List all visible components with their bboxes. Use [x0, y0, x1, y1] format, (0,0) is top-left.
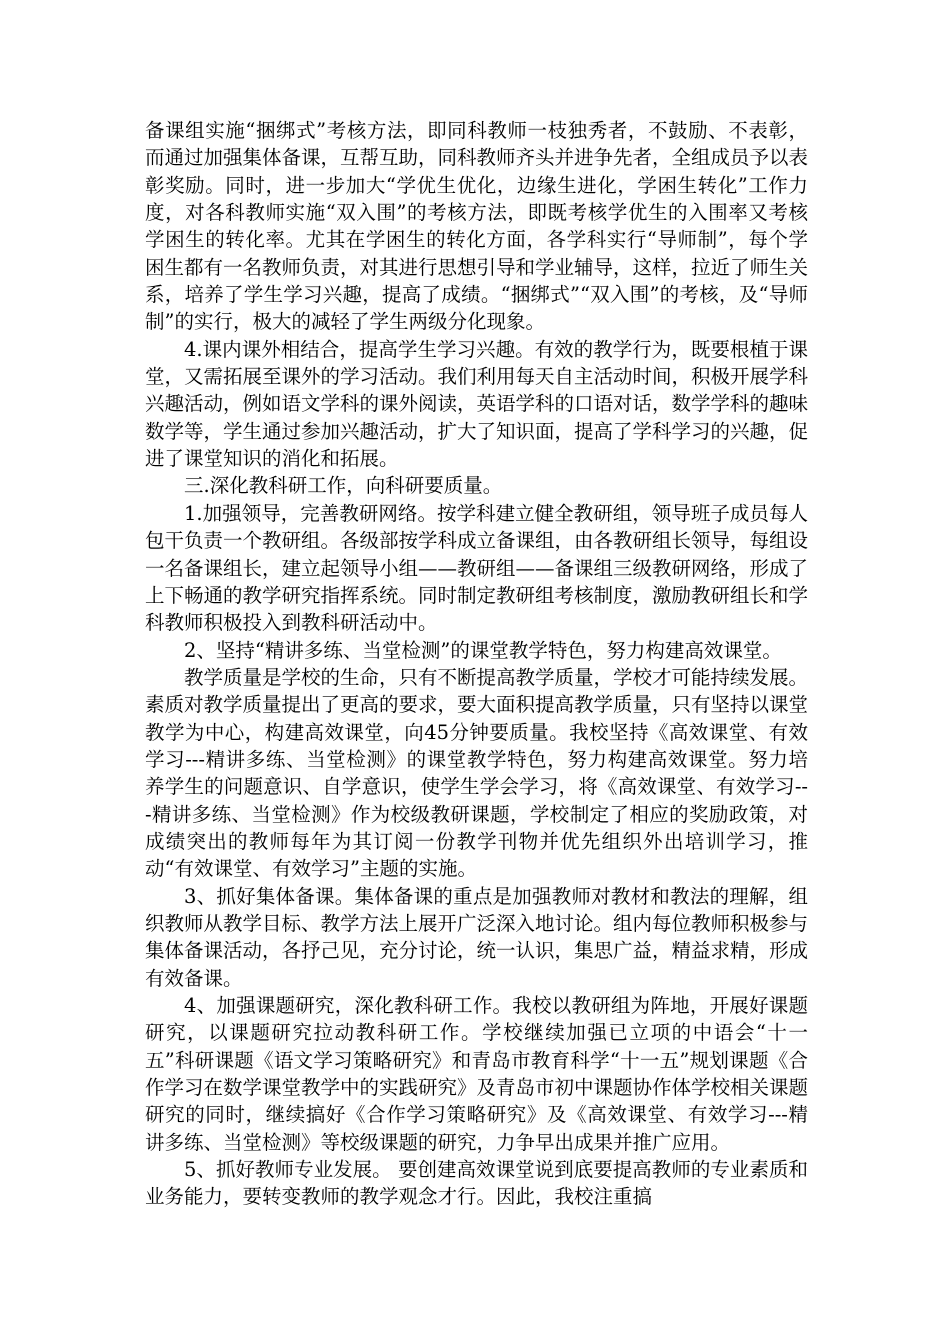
document-body — [145, 117, 808, 1211]
section-heading-3: 三.深化教科研工作，向科研要质量。 — [184, 474, 503, 498]
paragraph-item-2: 2、坚持“精讲多练、当堂检测”的课堂教学特色，努力构建高效课堂。 — [184, 638, 782, 662]
paragraph-item-3: 3、抓好集体备课。集体备课的重点是加强教师对教材和教法的理解，组织教师从教学目标、教学方法上展开广泛深入地讨论。组内每位教师积极参与集体备课活动，各抒己见，充分讨论，统一认识，集思广益，精益求精，形成有效备课。 — [145, 884, 809, 990]
paragraph-item-4: 4、加强课题研究，深化教科研工作。我校以教研组为阵地，开展好课题研究，以课题研究拉动教科研工作。学校继续加强已立项的中语会“十一五”科研课题《语文学习策略研究》和青岛市教育科学“十一五”规划课题《合作学习在数学课堂教学中的实践研究》及青岛市初中课题协作体学校相关课题研究的同时，继续搞好《合作学习策略研究》及《高效课堂、有效学习---精讲多练、当堂检测》等校级课题的研究，力争早出成果并推广应用。 — [145, 994, 809, 1154]
paragraph-item-2-body: 教学质量是学校的生命，只有不断提高教学质量，学校才可能持续发展。素质对教学质量提出了更高的要求，要大面积提高教学质量，只有坚持以课堂教学为中心，构建高效课堂，向45分钟要质量。我校坚持《高效课堂、有效学习---精讲多练、当堂检测》的课堂教学特色，努力构建高效课堂。努力培养学生的问题意识、自学意识，使学生学会学习，将《高效课堂、有效学习---精讲多练、当堂检测》作为校级教研课题，学校制定了相应的奖励政策，对成绩突出的教师每年为其订阅一份教学刊物并优先组织外出培训学习，推动“有效课堂、有效学习”主题的实施。 — [145, 665, 809, 881]
paragraph-section-4: 4.课内课外相结合，提高学生学习兴趣。有效的教学行为，既要根植于课堂，又需拓展至课外的学习活动。我们利用每天自主活动时间，积极开展学科兴趣活动，例如语文学科的课外阅读，英语学科的口语对话，数学学科的趣味数学等，学生通过参加兴趣活动，扩大了知识面，提高了学科学习的兴趣，促进了课堂知识的消化和拓展。 — [145, 337, 809, 471]
paragraph-continuation: 备课组实施“捆绑式”考核方法，即同科教师一枝独秀者，不鼓励、不表彰，而通过加强集体备课，互帮互助，同科教师齐头并进争先者，全组成员予以表彰奖励。同时，进一步加大“学优生优化，边缘生进化，学困生转化”工作力度，对各科教师实施“双入围”的考核方法，即既考核学优生的入围率又考核学困生的转化率。尤其在学困生的转化方面，各学科实行“导师制”，每个学困生都有一名教师负责，对其进行思想引导和学业辅导，这样，拉近了师生关系，培养了学生学习兴趣，提高了成绩。“捆绑式”“双入围”的考核，及“导师制”的实行，极大的减轻了学生两级分化现象。 — [145, 119, 809, 334]
paragraph-item-1: 1.加强领导，完善教研网络。按学科建立健全教研组，领导班子成员每人包干负责一个教研组。各级部按学科成立备课组，由各教研组长领导，每组设一名备课组长，建立起领导小组——教研组——备课组三级教研网络，形成了上下畅通的教学研究指挥系统。同时制定教研组考核制度，激励教研组长和学科教师积极投入到教科研活动中。 — [145, 501, 809, 635]
paragraph-item-5: 5、抓好教师专业发展。 要创建高效课堂说到底要提高教师的专业素质和业务能力，要转变教师的教学观念才行。因此，我校注重搞 — [145, 1158, 808, 1209]
